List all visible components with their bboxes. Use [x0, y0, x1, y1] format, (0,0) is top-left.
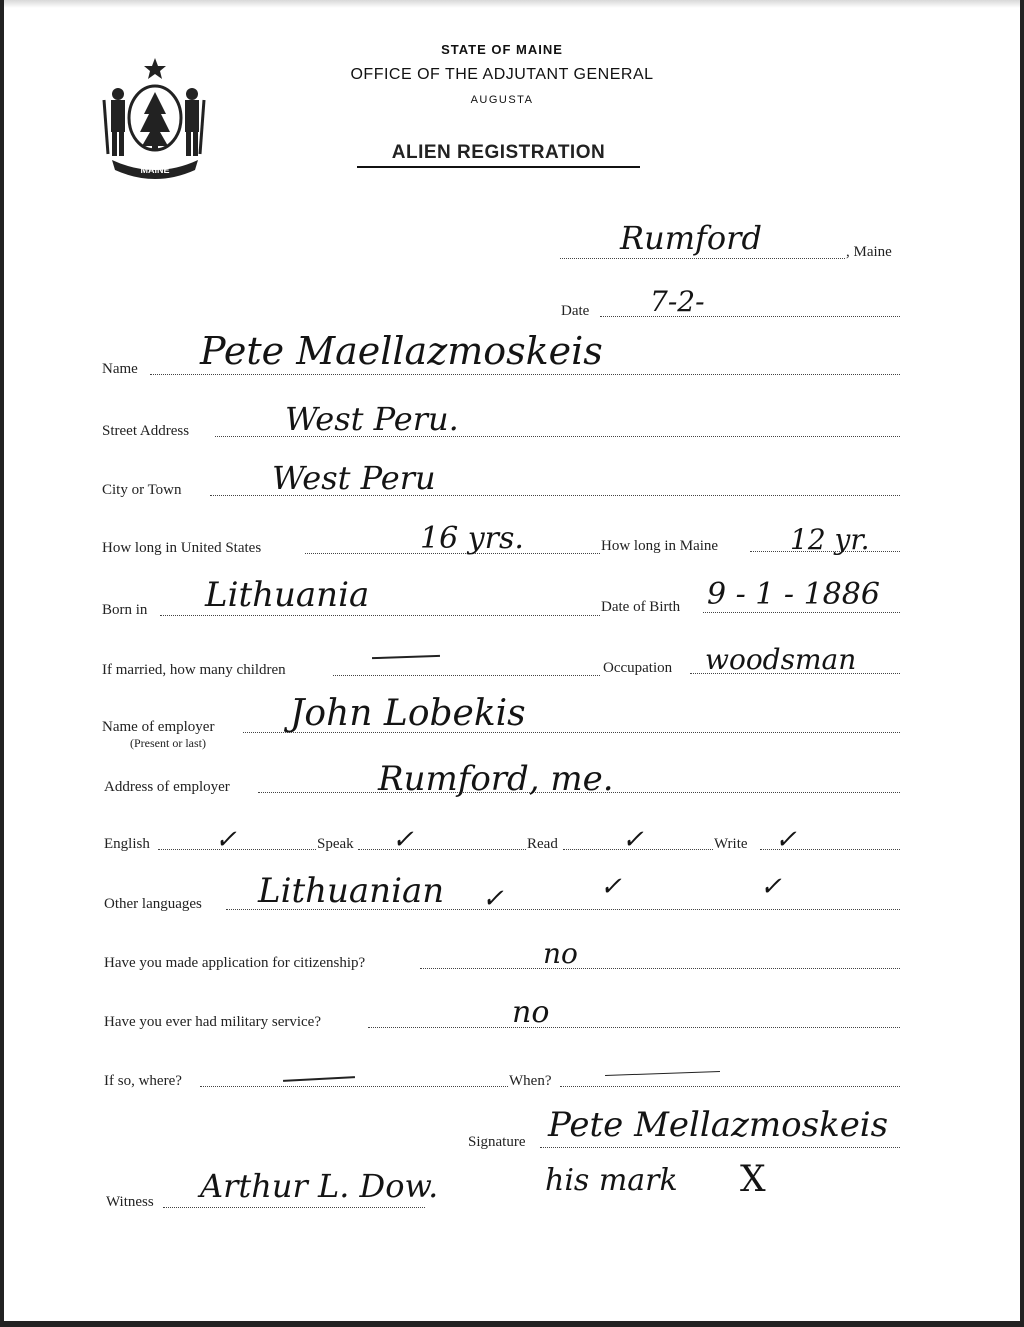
born-value: Lithuania: [205, 575, 370, 615]
us-duration-value: 16 yrs.: [420, 521, 524, 556]
name-value: Pete Maellazmoskeis: [200, 329, 603, 373]
witness-value: Arthur L. Dow.: [200, 1167, 439, 1205]
employer-note: (Present or last): [130, 736, 206, 750]
town-line: [560, 258, 845, 259]
speak-mark: ✓: [392, 825, 414, 855]
where-label: If so, where?: [104, 1073, 182, 1089]
military-label: Have you ever had military service?: [104, 1014, 321, 1030]
citizenship-line: [420, 968, 900, 969]
form-title: ALIEN REGISTRATION: [357, 142, 640, 168]
scan-edge-bottom: [0, 1321, 1024, 1327]
signature-label: Signature: [468, 1134, 526, 1150]
other-mark-3: ✓: [760, 872, 782, 902]
other-mark-1: ✓: [482, 884, 504, 914]
mark-x: X: [740, 1159, 766, 1200]
citizenship-label: Have you made application for citizenship?: [104, 955, 366, 971]
read-mark: ✓: [622, 825, 644, 855]
children-dash: [372, 655, 440, 659]
city-heading: AUGUSTA: [470, 94, 534, 106]
city-label: City or Town: [102, 482, 182, 498]
date-value: 7-2-: [650, 285, 705, 318]
name-line: [150, 374, 900, 375]
english-line: [158, 849, 316, 850]
citizenship-value: no: [543, 937, 578, 970]
scan-edge-top: [0, 0, 1024, 8]
city-value: West Peru: [272, 459, 436, 497]
occupation-label: Occupation: [603, 660, 673, 676]
write-mark: ✓: [775, 825, 797, 855]
read-label: Read: [527, 836, 558, 852]
english-mark: ✓: [215, 825, 237, 855]
born-line: [160, 615, 600, 616]
employer-value: John Lobekis: [290, 693, 526, 734]
military-line: [368, 1027, 900, 1028]
name-label: Name: [102, 361, 138, 377]
scan-edge-right: [1020, 0, 1024, 1327]
date-line: [600, 316, 900, 317]
office-heading: OFFICE OF THE ADJUTANT GENERAL: [350, 66, 654, 83]
signature-line: [540, 1147, 900, 1148]
town-value: Rumford: [620, 219, 762, 257]
dob-label: Date of Birth: [601, 599, 681, 615]
speak-line: [358, 849, 526, 850]
english-label: English: [104, 836, 150, 852]
maine-label: , Maine: [846, 244, 892, 260]
where-dash: [283, 1076, 355, 1082]
other-mark-2: ✓: [600, 872, 622, 902]
witness-label: Witness: [106, 1194, 154, 1210]
when-label: When?: [509, 1073, 552, 1089]
seal-banner-text: MAINE: [140, 165, 170, 175]
his-mark-text: his mark: [545, 1163, 678, 1198]
military-value: no: [512, 995, 550, 1030]
street-value: West Peru.: [285, 400, 459, 438]
witness-line: [163, 1207, 425, 1208]
signature-value: Pete Mellazmoskeis: [548, 1105, 889, 1145]
children-line: [333, 675, 600, 676]
speak-label: Speak: [317, 836, 354, 852]
occupation-value: woodsman: [705, 643, 857, 676]
maine-duration-value: 12 yr.: [790, 523, 870, 556]
where-line: [200, 1086, 508, 1087]
date-label: Date: [561, 303, 590, 319]
children-label: If married, how many children: [102, 662, 286, 678]
other-languages-label: Other languages: [104, 896, 202, 912]
employer-label: Name of employer: [102, 719, 215, 735]
us-duration-label: How long in United States: [102, 540, 262, 556]
state-heading: STATE OF MAINE: [441, 42, 563, 57]
employer-address-value: Rumford, me.: [378, 759, 614, 799]
born-label: Born in: [102, 602, 148, 618]
dob-value: 9 - 1 - 1886: [707, 577, 880, 612]
when-dash: [605, 1071, 720, 1076]
street-label: Street Address: [102, 423, 190, 439]
write-label: Write: [714, 836, 748, 852]
dob-line: [703, 612, 900, 613]
scan-edge-left: [0, 0, 4, 1327]
employer-address-label: Address of employer: [104, 779, 230, 795]
maine-duration-label: How long in Maine: [601, 538, 719, 554]
when-line: [560, 1086, 900, 1087]
other-language-value: Lithuanian: [258, 871, 445, 911]
